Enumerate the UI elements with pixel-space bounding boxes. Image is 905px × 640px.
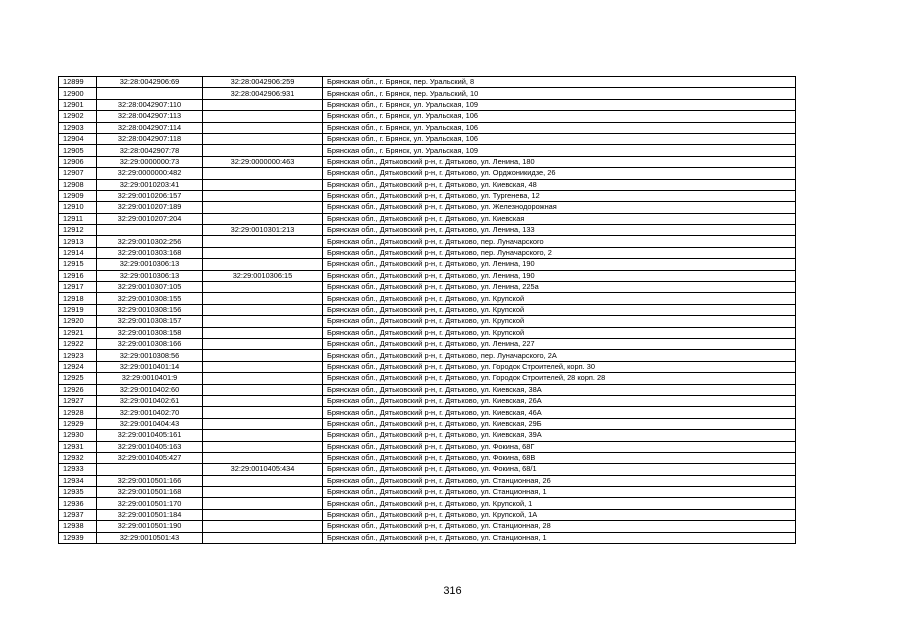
table-row [59,452,796,463]
row-number-cell: 12908 [59,179,97,190]
address-cell: Брянская обл., Дятьковский р-н, г. Дятьково, ул. Ленина, 180 [323,156,796,167]
address-cell: Брянская обл., Дятьковский р-н, г. Дятьково, ул. Киевская, 29Б [323,418,796,429]
table-row [59,498,796,509]
table-row [59,133,796,144]
row-number-cell: 12938 [59,521,97,532]
table-row [59,475,796,486]
row-number-cell: 12901 [59,99,97,110]
related-cadastral-number-cell [203,384,323,395]
cadastral-number-cell: 32:29:0010307:105 [97,282,203,293]
cadastral-number-cell: 32:29:0010401:14 [97,361,203,372]
address-cell: Брянская обл., г. Брянск, пер. Уральский, 8 [323,77,796,88]
address-cell: Брянская обл., Дятьковский р-н, г. Дятьково, ул. Киевская, 26А [323,395,796,406]
address-cell: Брянская обл., Дятьковский р-н, г. Дятьково, ул. Крупской, 1А [323,509,796,520]
cadastral-number-cell: 32:28:0042907:110 [97,99,203,110]
table-row [59,122,796,133]
address-cell: Брянская обл., Дятьковский р-н, г. Дятьково, ул. Киевская, 46А [323,407,796,418]
address-cell: Брянская обл., Дятьковский р-н, г. Дятьково, ул. Крупской, 1 [323,498,796,509]
related-cadastral-number-cell: 32:29:0010301:213 [203,225,323,236]
cadastral-number-cell: 32:29:0010405:163 [97,441,203,452]
row-number-cell: 12925 [59,373,97,384]
row-number-cell: 12905 [59,145,97,156]
cadastral-number-cell: 32:29:0010404:43 [97,418,203,429]
address-cell: Брянская обл., г. Брянск, ул. Уральская, 106 [323,111,796,122]
cadastral-number-cell: 32:28:0042906:69 [97,77,203,88]
cadastral-number-cell [97,464,203,475]
row-number-cell: 12926 [59,384,97,395]
table-row [59,202,796,213]
table-row [59,464,796,475]
cadastral-number-cell: 32:29:0010405:161 [97,430,203,441]
row-number-cell: 12927 [59,395,97,406]
cadastral-number-cell [97,225,203,236]
address-cell: Брянская обл., г. Брянск, ул. Уральская, 109 [323,145,796,156]
address-cell: Брянская обл., г. Брянск, пер. Уральский, 10 [323,88,796,99]
related-cadastral-number-cell [203,521,323,532]
table-row [59,77,796,88]
cadastral-number-cell: 32:29:0000000:482 [97,168,203,179]
related-cadastral-number-cell: 32:29:0000000:463 [203,156,323,167]
row-number-cell: 12906 [59,156,97,167]
address-cell: Брянская обл., Дятьковский р-н, г. Дятьково, ул. Фокина, 68/1 [323,464,796,475]
address-cell: Брянская обл., Дятьковский р-н, г. Дятьково, ул. Крупской [323,304,796,315]
related-cadastral-number-cell [203,509,323,520]
cadastral-number-cell: 32:29:0010501:190 [97,521,203,532]
related-cadastral-number-cell [203,338,323,349]
related-cadastral-number-cell [203,441,323,452]
row-number-cell: 12915 [59,259,97,270]
related-cadastral-number-cell [203,236,323,247]
cadastral-number-cell: 32:29:0010303:168 [97,247,203,258]
related-cadastral-number-cell [203,213,323,224]
related-cadastral-number-cell [203,122,323,133]
cadastral-number-cell: 32:29:0010308:56 [97,350,203,361]
cadastral-number-cell: 32:29:0010308:158 [97,327,203,338]
address-cell: Брянская обл., Дятьковский р-н, г. Дятьково, пер. Луначарского [323,236,796,247]
cadastral-number-cell: 32:29:0000000:73 [97,156,203,167]
address-cell: Брянская обл., Дятьковский р-н, г. Дятьково, ул. Тургенева, 12 [323,190,796,201]
address-cell: Брянская обл., Дятьковский р-н, г. Дятьково, ул. Крупской [323,316,796,327]
table-row [59,247,796,258]
row-number-cell: 12931 [59,441,97,452]
cadastral-number-cell: 32:29:0010207:189 [97,202,203,213]
address-cell: Брянская обл., Дятьковский р-н, г. Дятьково, ул. Станционная, 1 [323,487,796,498]
cadastral-number-cell: 32:29:0010501:168 [97,487,203,498]
cadastral-number-cell: 32:28:0042907:113 [97,111,203,122]
row-number-cell: 12932 [59,452,97,463]
table-row [59,225,796,236]
address-cell: Брянская обл., Дятьковский р-н, г. Дятьково, ул. Городок Строителей, 28 корп. 28 [323,373,796,384]
related-cadastral-number-cell [203,293,323,304]
table-row [59,270,796,281]
row-number-cell: 12912 [59,225,97,236]
row-number-cell: 12921 [59,327,97,338]
related-cadastral-number-cell [203,99,323,110]
address-cell: Брянская обл., Дятьковский р-н, г. Дятьково, ул. Киевская, 39А [323,430,796,441]
table-row [59,350,796,361]
related-cadastral-number-cell [203,190,323,201]
address-cell: Брянская обл., Дятьковский р-н, г. Дятьково, ул. Ленина, 227 [323,338,796,349]
table-row [59,304,796,315]
cadastral-number-cell [97,88,203,99]
row-number-cell: 12903 [59,122,97,133]
table-row [59,521,796,532]
table-row [59,259,796,270]
address-cell: Брянская обл., Дятьковский р-н, г. Дятьково, ул. Городок Строителей, корп. 30 [323,361,796,372]
table-row [59,532,796,543]
table-row [59,361,796,372]
cadastral-number-cell: 32:29:0010501:166 [97,475,203,486]
address-cell: Брянская обл., г. Брянск, ул. Уральская, 106 [323,133,796,144]
table-row [59,293,796,304]
address-cell: Брянская обл., Дятьковский р-н, г. Дятьково, ул. Крупской [323,327,796,338]
cadastral-number-cell: 32:28:0042907:114 [97,122,203,133]
address-cell: Брянская обл., г. Брянск, ул. Уральская, 106 [323,122,796,133]
address-cell: Брянская обл., Дятьковский р-н, г. Дятьково, ул. Ленина, 190 [323,259,796,270]
row-number-cell: 12910 [59,202,97,213]
cadastral-number-cell: 32:29:0010501:43 [97,532,203,543]
cadastral-number-cell: 32:28:0042907:78 [97,145,203,156]
related-cadastral-number-cell [203,179,323,190]
related-cadastral-number-cell: 32:29:0010306:15 [203,270,323,281]
cadastral-number-cell: 32:29:0010302:256 [97,236,203,247]
address-cell: Брянская обл., Дятьковский р-н, г. Дятьково, пер. Луначарского, 2 [323,247,796,258]
row-number-cell: 12899 [59,77,97,88]
cadastral-number-cell: 32:29:0010501:170 [97,498,203,509]
address-cell: Брянская обл., Дятьковский р-н, г. Дятьково, ул. Киевская, 48 [323,179,796,190]
related-cadastral-number-cell [203,304,323,315]
row-number-cell: 12911 [59,213,97,224]
table-row [59,179,796,190]
table-row [59,236,796,247]
related-cadastral-number-cell: 32:28:0042906:259 [203,77,323,88]
related-cadastral-number-cell: 32:28:0042906:931 [203,88,323,99]
address-cell: Брянская обл., Дятьковский р-н, г. Дятьково, ул. Станционная, 26 [323,475,796,486]
cadastral-number-cell: 32:29:0010405:427 [97,452,203,463]
cadastral-number-cell: 32:29:0010207:204 [97,213,203,224]
row-number-cell: 12936 [59,498,97,509]
cadastral-number-cell: 32:29:0010308:156 [97,304,203,315]
related-cadastral-number-cell [203,133,323,144]
related-cadastral-number-cell [203,373,323,384]
related-cadastral-number-cell [203,316,323,327]
row-number-cell: 12939 [59,532,97,543]
cadastral-number-cell: 32:29:0010402:61 [97,395,203,406]
address-cell: Брянская обл., Дятьковский р-н, г. Дятьково, ул. Станционная, 1 [323,532,796,543]
related-cadastral-number-cell [203,498,323,509]
related-cadastral-number-cell [203,430,323,441]
related-cadastral-number-cell [203,282,323,293]
table-row [59,395,796,406]
related-cadastral-number-cell [203,202,323,213]
table-body [59,77,796,544]
address-cell: Брянская обл., Дятьковский р-н, г. Дятьково, ул. Железнодорожная [323,202,796,213]
related-cadastral-number-cell [203,350,323,361]
table-row [59,213,796,224]
cadastral-number-cell: 32:29:0010206:157 [97,190,203,201]
address-cell: Брянская обл., Дятьковский р-н, г. Дятьково, ул. Крупской [323,293,796,304]
address-cell: Брянская обл., Дятьковский р-н, г. Дятьково, ул. Фокина, 68Г [323,441,796,452]
address-cell: Брянская обл., Дятьковский р-н, г. Дятьково, ул. Ленина, 190 [323,270,796,281]
table-row [59,430,796,441]
row-number-cell: 12937 [59,509,97,520]
related-cadastral-number-cell [203,168,323,179]
table-row [59,111,796,122]
address-cell: Брянская обл., Дятьковский р-н, г. Дятьково, ул. Ленина, 133 [323,225,796,236]
row-number-cell: 12918 [59,293,97,304]
related-cadastral-number-cell: 32:29:0010405:434 [203,464,323,475]
row-number-cell: 12929 [59,418,97,429]
cadastral-number-cell: 32:29:0010402:60 [97,384,203,395]
row-number-cell: 12920 [59,316,97,327]
row-number-cell: 12907 [59,168,97,179]
address-cell: Брянская обл., Дятьковский р-н, г. Дятьково, ул. Станционная, 28 [323,521,796,532]
related-cadastral-number-cell [203,145,323,156]
related-cadastral-number-cell [203,407,323,418]
address-cell: Брянская обл., Дятьковский р-н, г. Дятьково, ул. Фокина, 68В [323,452,796,463]
row-number-cell: 12928 [59,407,97,418]
row-number-cell: 12923 [59,350,97,361]
table-row [59,145,796,156]
table-row [59,282,796,293]
cadastral-number-cell: 32:29:0010501:184 [97,509,203,520]
row-number-cell: 12919 [59,304,97,315]
row-number-cell: 12902 [59,111,97,122]
related-cadastral-number-cell [203,327,323,338]
row-number-cell: 12916 [59,270,97,281]
table-row [59,509,796,520]
related-cadastral-number-cell [203,247,323,258]
page-number: 316 [443,585,462,597]
table-row [59,407,796,418]
table-row [59,373,796,384]
row-number-cell: 12914 [59,247,97,258]
address-cell: Брянская обл., Дятьковский р-н, г. Дятьково, пер. Луначарского, 2А [323,350,796,361]
cadastral-number-cell: 32:28:0042907:118 [97,133,203,144]
related-cadastral-number-cell [203,452,323,463]
address-cell: Брянская обл., Дятьковский р-н, г. Дятьково, ул. Киевская, 38А [323,384,796,395]
related-cadastral-number-cell [203,487,323,498]
row-number-cell: 12900 [59,88,97,99]
table-row [59,99,796,110]
row-number-cell: 12909 [59,190,97,201]
table-row [59,88,796,99]
related-cadastral-number-cell [203,475,323,486]
related-cadastral-number-cell [203,111,323,122]
table-row [59,327,796,338]
table-row [59,384,796,395]
row-number-cell: 12930 [59,430,97,441]
related-cadastral-number-cell [203,418,323,429]
cadastral-number-cell: 32:29:0010306:13 [97,270,203,281]
cadastral-number-cell: 32:29:0010306:13 [97,259,203,270]
table-row [59,418,796,429]
related-cadastral-number-cell [203,259,323,270]
cadastral-number-cell: 32:29:0010308:166 [97,338,203,349]
address-cell: Брянская обл., г. Брянск, ул. Уральская, 109 [323,99,796,110]
row-number-cell: 12917 [59,282,97,293]
row-number-cell: 12904 [59,133,97,144]
row-number-cell: 12934 [59,475,97,486]
table-row [59,338,796,349]
cadastral-number-cell: 32:29:0010308:155 [97,293,203,304]
row-number-cell: 12913 [59,236,97,247]
row-number-cell: 12933 [59,464,97,475]
cadastral-number-cell: 32:29:0010402:70 [97,407,203,418]
address-cell: Брянская обл., Дятьковский р-н, г. Дятьково, ул. Киевская [323,213,796,224]
table-row [59,168,796,179]
cadastral-number-cell: 32:29:0010308:157 [97,316,203,327]
related-cadastral-number-cell [203,395,323,406]
related-cadastral-number-cell [203,532,323,543]
cadastral-number-cell: 32:29:0010203:41 [97,179,203,190]
row-number-cell: 12935 [59,487,97,498]
row-number-cell: 12922 [59,338,97,349]
table-row [59,487,796,498]
cadastral-number-cell: 32:29:0010401:9 [97,373,203,384]
table-row [59,441,796,452]
related-cadastral-number-cell [203,361,323,372]
data-table [58,76,796,544]
table-row [59,316,796,327]
address-cell: Брянская обл., Дятьковский р-н, г. Дятьково, ул. Ленина, 225а [323,282,796,293]
table-row [59,156,796,167]
row-number-cell: 12924 [59,361,97,372]
address-cell: Брянская обл., Дятьковский р-н, г. Дятьково, ул. Орджоникидзе, 26 [323,168,796,179]
table-row [59,190,796,201]
